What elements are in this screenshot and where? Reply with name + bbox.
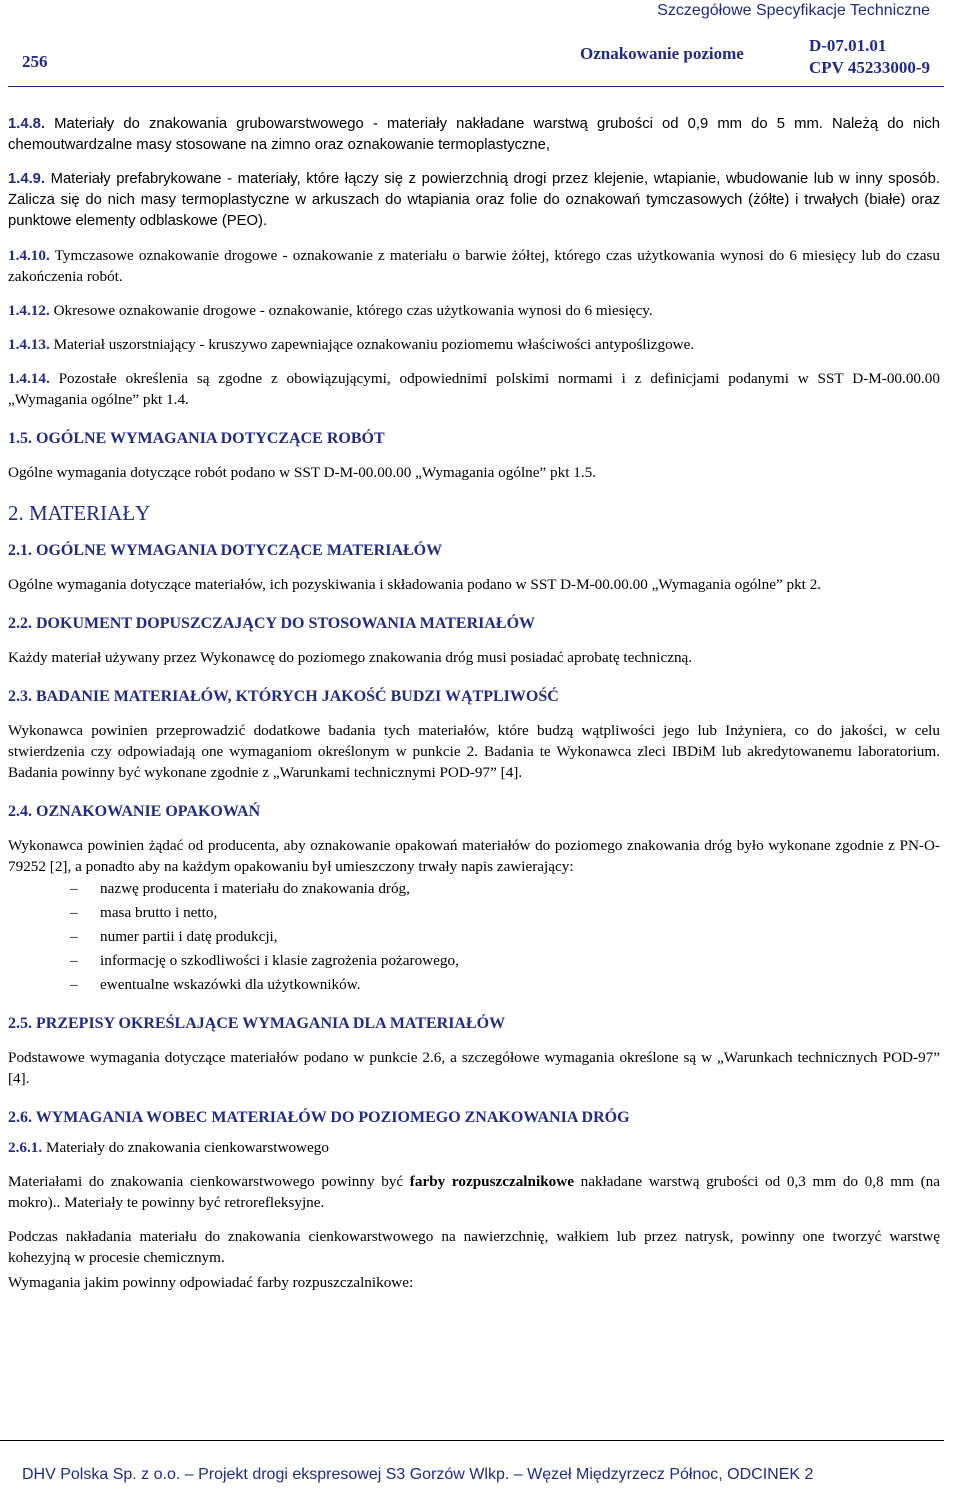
header-rule [8, 86, 944, 87]
section-number: 1.4.8. [8, 116, 46, 132]
section-number: 1.4.9. [8, 171, 46, 187]
paragraph-1-4-12 [8, 300, 940, 321]
paragraph-1-4-14 [8, 368, 940, 410]
section-number: 1.4.14. [8, 370, 50, 387]
paragraph-2-6-1-a [8, 1171, 940, 1213]
heading-2-4: 2.4. OZNAKOWANIE OPAKOWAŃ [8, 803, 261, 820]
list-item: – ewentualne wskazówki dla użytkowników. [70, 973, 940, 997]
heading-2-5: 2.5. PRZEPISY OKREŚLAJĄCE WYMAGANIA DLA MATERIAŁÓW [8, 1015, 506, 1032]
paragraph-1-4-9 [8, 169, 940, 232]
heading-2-2: 2.2. DOKUMENT DOPUSZCZAJĄCY DO STOSOWANIA MATERIAŁÓW [8, 615, 536, 632]
paragraph-text: Okresowe oznakowanie drogowe - oznakowanie, którego czas użytkowania wynosi do 6 miesięcy. [49, 302, 653, 319]
list-item: – numer partii i datę produkcji, [70, 925, 940, 949]
spec-title: Szczegółowe Specyfikacje Techniczne [657, 2, 930, 19]
paragraph-2-6-1-c: Wymagania jakim powinny odpowiadać farby rozpuszczalnikowe: [8, 1274, 414, 1291]
paragraph-2-3: Wykonawca powinien przeprowadzić dodatkowe badania tych materiałów, które budzą wątpliwości jego lub Inżyniera, co do jakości, w celu stwierdzenia czy odpowiadają one wymaganiom określonym w punkcie 2. Badania te Wykonawca zleci IBDiM lub akredytowanemu laboratorium. Badania powinny być wykonane zgodnie z „Warunkami technicznymi POD-97” [4]. [8, 722, 940, 781]
paragraph-text: nakładane warstwą grubości od 0,3 mm do 0,8 mm (na mokro).. Materiały te powinny być retrorefleksyjne. [8, 1173, 940, 1211]
document-body [8, 114, 940, 1293]
heading-2: 2. MATERIAŁY [8, 501, 151, 525]
paragraph-1-4-8 [8, 114, 940, 156]
footer-text: DHV Polska Sp. z o.o. – Projekt drogi ekspresowej S3 Gorzów Wlkp. – Węzeł Międzyrzecz Północ, ODCINEK 2 [22, 1466, 814, 1483]
emphasis-text: farby rozpuszczalnikowe [409, 1173, 574, 1190]
list-item: – nazwę producenta i materiału do znakowania dróg, [70, 877, 940, 901]
paragraph-text: Materiały do znakowania grubowarstwowego - materiały nakładane warstwą grubości od 0,9 mm do 5 mm. Należą do nich chemoutwardzalne masy stosowane na zimno oraz oznakowanie termoplastyczne, [8, 116, 940, 153]
paragraph-text: Materiały prefabrykowane - materiały, które łączy się z powierzchnią drogi przez klejenie, wtapianie, wbudowanie lub w inny sposób. Zalicza się do nich masy termoplastyczne w arkuszach do wtapiania oraz folie do oznakowań tymczasowych (żółte) i trwałych (białe) oraz punktowe elementy odblaskowe (PEO). [8, 171, 940, 229]
packaging-label-list [8, 877, 940, 997]
heading-2-6: 2.6. WYMAGANIA WOBEC MATERIAŁÓW DO POZIOMEGO ZNAKOWANIA DRÓG [8, 1109, 630, 1126]
subsection-title: Materiały do znakowania cienkowarstwowego [42, 1139, 329, 1156]
paragraph-text: Materiałami do znakowania cienkowarstwowego powinny być [8, 1173, 410, 1190]
paragraph-text: Tymczasowe oznakowanie drogowe - oznakowanie z materiału o barwie żółtej, którego czas użytkowania wynosi do 6 miesięcy lub do czasu zakończenia robót. [8, 247, 940, 285]
spec-code-number: D-07.01.01 [808, 36, 887, 55]
paragraph-2-1: Ogólne wymagania dotyczące materiałów, ich pozyskiwania i składowania podano w SST D-M-00.00.00 „Wymagania ogólne” pkt 2. [8, 576, 822, 593]
cpv-code: CPV 45233000-9 [808, 58, 930, 77]
paragraph-2-5: Podstawowe wymagania dotyczące materiałów podano w punkcie 2.6, a szczegółowe wymagania określone są w „Warunkach technicznych POD-97” [4]. [8, 1049, 940, 1087]
heading-2-3: 2.3. BADANIE MATERIAŁÓW, KTÓRYCH JAKOŚĆ BUDZI WĄTPLIWOŚĆ [8, 688, 559, 705]
paragraph-2-6-1-b: Podczas nakładania materiału do znakowania cienkowarstwowego na nawierzchnię, wałkiem lub przez natrysk, powinny one tworzyć warstwę kohezyjną w procesie chemicznym. [8, 1228, 940, 1266]
footer-rule [0, 1440, 944, 1441]
section-number: 2.6.1. [8, 1139, 43, 1156]
paragraph-1-4-10 [8, 245, 940, 287]
paragraph-1-5: Ogólne wymagania dotyczące robót podano w SST D-M-00.00.00 „Wymagania ogólne” pkt 1.5. [8, 464, 597, 481]
heading-2-6-1 [8, 1137, 940, 1158]
list-item: – informację o szkodliwości i klasie zagrożenia pożarowego, [70, 949, 940, 973]
paragraph-text: Pozostałe określenia są zgodne z obowiązującymi, odpowiednimi polskimi normami i z definicjami podanymi w SST D-M-00.00.00 „Wymagania ogólne” pkt 1.4. [8, 370, 940, 408]
paragraph-text: Materiał uszorstniający - kruszywo zapewniające oznakowaniu poziomemu właściwości antypoślizgowe. [49, 336, 695, 353]
section-title: Oznakowanie poziome [580, 44, 744, 63]
spec-code [809, 35, 930, 79]
paragraph-1-4-13 [8, 334, 940, 355]
page-number: 256 [22, 52, 48, 71]
section-number: 1.4.13. [8, 336, 50, 353]
paragraph-2-4: Wykonawca powinien żądać od producenta, aby oznakowanie opakowań materiałów do poziomego znakowania dróg było wykonane zgodnie z PN-O-79252 [2], a ponadto aby na każdym opakowaniu był umieszczony trwały napis zawierający: [8, 837, 940, 875]
paragraph-2-2: Każdy materiał używany przez Wykonawcę do poziomego znakowania dróg musi posiadać aprobatę techniczną. [8, 649, 693, 666]
section-number: 1.4.10. [8, 247, 50, 264]
section-number: 1.4.12. [8, 302, 50, 319]
list-item: – masa brutto i netto, [70, 901, 940, 925]
heading-2-1: 2.1. OGÓLNE WYMAGANIA DOTYCZĄCE MATERIAŁÓW [8, 542, 443, 559]
heading-1-5: 1.5. OGÓLNE WYMAGANIA DOTYCZĄCE ROBÓT [8, 430, 385, 447]
